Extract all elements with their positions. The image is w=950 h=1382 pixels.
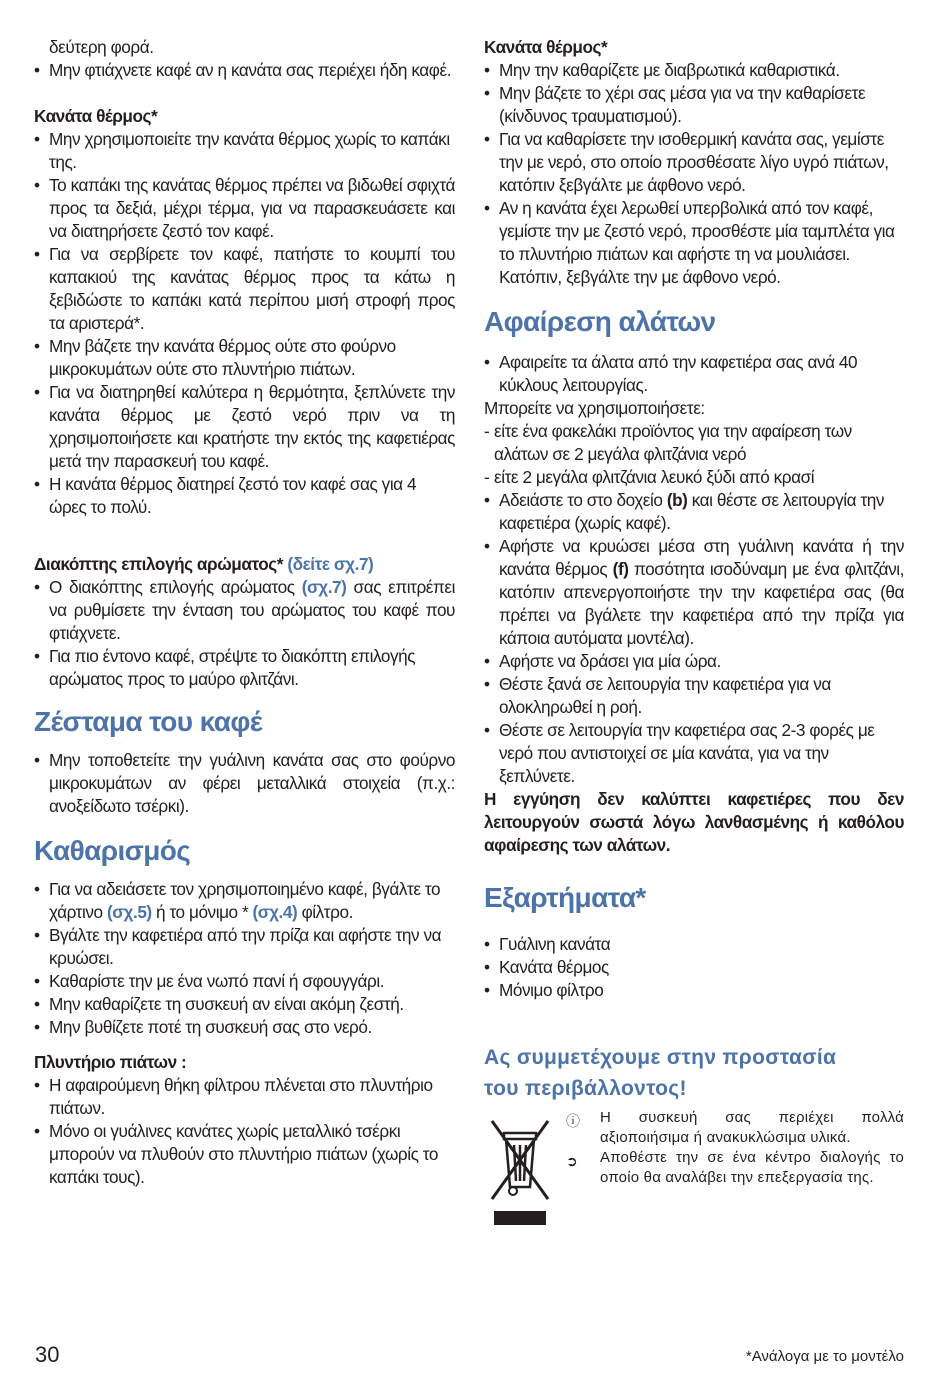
list-item: • Η αφαιρούμενη θήκη φίλτρου πλένεται στο πλυντήριο πιάτων. [34, 1074, 455, 1120]
accessories-heading: Εξαρτήματα* [484, 882, 646, 913]
list-item: • Για να διατηρηθεί καλύτερα η θερμότητα, ξεπλύνετε την κανάτα θέρμος με ζεστό νερό πριν να τη χρησιμοποιήσετε και κρατήστε την εκτός της καφετιέρας μετά την παρασκευή του καφέ. [34, 381, 455, 473]
list-item: • Αφήστε να δράσει για μία ώρα. [484, 650, 904, 673]
list-item: • Μόνο οι γυάλινες κανάτες χωρίς μεταλλικό τσέρκι μπορούν να πλυθούν στο πλυντήριο πιάτων (χωρίς το καπάκι τους). [34, 1120, 455, 1189]
list-item: • Μην τοποθετείτε την γυάλινη κανάτα σας στο φούρνο μικροκυμάτων αν φέρει μεταλλικά στοιχεία (π.χ.: ανοξείδωτο τσέρκι). [34, 749, 455, 818]
info-icon: ⓘ [566, 1113, 580, 1129]
list-item: • Μην βάζετε την κανάτα θέρμος ούτε στο φούρνο μικροκυμάτων ούτε στο πλυντήριο πιάτων. [34, 335, 455, 381]
list-item: • Καθαρίστε την με ένα νωπό πανί ή σφουγγάρι. [34, 970, 455, 993]
cleaning-heading: Καθαρισμός [34, 835, 191, 866]
page-number: 30 [35, 1342, 60, 1367]
thermos-cleaning-heading: Κανάτα θέρμος* [484, 37, 608, 57]
dash-item: - είτε ένα φακελάκι προϊόντος για την αφαίρεση των αλάτων σε 2 μεγάλα φλιτζάνια νερό [484, 420, 904, 466]
list-item: • Για πιο έντονο καφέ, στρέψτε το διακόπτη επιλογής αρώματος προς το μαύρο φλιτζάνι. [34, 645, 455, 691]
list-item: • Αφήστε να κρυώσει μέσα στη γυάλινη κανάτα ή την κανάτα θέρμος (f) ποσότητα ισοδύναμη με ένα φλιτζάνι, κατόπιν απενεργοποιήστε την την καφετιέρα σας (θα πρέπει να βγάλετε την καφετιέρα από την πρίζα για κάποια αυτόματα μοντέλα). [484, 535, 904, 650]
environment-text-2: Αποθέστε την σε ένα κέντρο διαλογής το οποίο θα αναλάβει την επεξεργασία της. [600, 1149, 904, 1186]
crossed-bin-icon [488, 1113, 552, 1231]
list-item: • Η κανάτα θέρμος διατηρεί ζεστό τον καφέ σας για 4 ώρες το πολύ. [34, 473, 455, 519]
list-item: • Για να καθαρίσετε την ισοθερμική κανάτα σας, γεμίστε την με νερό, στο οποίο προσθέσατε λίγο υγρό πιάτων, κατόπιν ξεβγάλτε με άφθονο νερό. [484, 128, 904, 197]
left-column [34, 36, 455, 1189]
environment-icons [566, 1112, 586, 1170]
warranty-note: Η εγγύηση δεν καλύπτει καφετιέρες που δεν λειτουργούν σωστά λόγω λανθασμένης ή καθόλου αφαίρεσης των αλάτων. [484, 789, 904, 855]
list-item: • Μην βάζετε το χέρι σας μέσα για να την καθαρίσετε (κίνδυνος τραυματισμού). [484, 82, 904, 128]
list-item: • Ο διακόπτης επιλογής αρώματος (σχ.7) σας επιτρέπει να ρυθμίσετε την ένταση του αρώματος του καφέ που φτιάχνετε. [34, 576, 455, 645]
list-item: • Το καπάκι της κανάτας θέρμος πρέπει να βιδωθεί σφιχτά προς τα δεξιά, μέχρι τέρμα, για να παρασκευάσετε και να διατηρήσετε ζεστό τον καφέ. [34, 174, 455, 243]
dishwasher-heading: Πλυντήριο πιάτων : [34, 1052, 187, 1072]
thermos-heading: Κανάτα θέρμος* [34, 106, 158, 126]
continued-line: δεύτερη φορά. [49, 37, 154, 57]
list-item: • Για να αδειάσετε τον χρησιμοποιημένο καφέ, βγάλτε το χάρτινο (σχ.5) ή το μόνιμο * (σχ.4) φίλτρο. [34, 878, 455, 924]
list-item: • Μην καθαρίζετε τη συσκευή αν είναι ακόμη ζεστή. [34, 993, 455, 1016]
footnote: *Ανάλογα με το μοντέλο [745, 1348, 904, 1365]
descale-heading: Αφαίρεση αλάτων [484, 306, 716, 337]
list-item: • Μόνιμο φίλτρο [484, 979, 904, 1002]
list-item: • Κανάτα θέρμος [484, 956, 904, 979]
list-item: • Θέστε ξανά σε λειτουργία την καφετιέρα για να ολοκληρωθεί η ροή. [484, 673, 904, 719]
environment-text-1: Η συσκευή σας περιέχει πολλά αξιοποιήσιμα ή ανακυκλώσιμα υλικά. [600, 1109, 904, 1146]
list-item: • Θέστε σε λειτουργία την καφετιέρα σας 2-3 φορές με νερό που αντιστοιχεί σε μία κανάτα, για να την ξεπλύνετε. [484, 719, 904, 788]
right-column [484, 36, 904, 1248]
aroma-heading: Διακόπτης επιλογής αρώματος* (δείτε σχ.7) [34, 554, 374, 574]
list-item: • Μην χρησιμοποιείτε την κανάτα θέρμος χωρίς το καπάκι της. [34, 128, 455, 174]
list-item: • Αφαιρείτε τα άλατα από την καφετιέρα σας ανά 40 κύκλους λειτουργίας. [484, 351, 904, 397]
list-item: • Μην φτιάχνετε καφέ αν η κανάτα σας περιέχει ήδη καφέ. [34, 59, 455, 82]
dash-item: - είτε 2 μεγάλα φλιτζάνια λευκό ξύδι από κρασί [484, 466, 904, 489]
arrow-icon: ➲ [566, 1153, 578, 1169]
list-item: • Μην την καθαρίζετε με διαβρωτικά καθαριστικά. [484, 59, 904, 82]
environment-heading: Ας συμμετέχουμε στην προστασία του περιβάλλοντος! [484, 1046, 837, 1100]
environment-text [600, 1108, 904, 1188]
list-item: • Βγάλτε την καφετιέρα από την πρίζα και αφήστε την να κρυώσει. [34, 924, 455, 970]
list-item: • Μην βυθίζετε ποτέ τη συσκευή σας στο νερό. [34, 1016, 455, 1039]
list-item: • Γυάλινη κανάτα [484, 933, 904, 956]
list-item: • Αδειάστε το στο δοχείο (b) και θέστε σε λειτουργία την καφετιέρα (χωρίς καφέ). [484, 489, 904, 535]
environment-block [484, 1108, 904, 1248]
list-item: • Για να σερβίρετε τον καφέ, πατήστε το κουμπί του καπακιού της κανάτας θέρμος προς τα κάτω η ξεβιδώστε το καπάκι κατά περίπου μισή στροφή προς τα αριστερά*. [34, 243, 455, 335]
descale-intro: Μπορείτε να χρησιμοποιήσετε: [484, 398, 705, 418]
heating-heading: Ζέσταμα του καφέ [34, 706, 262, 737]
list-item: • Αν η κανάτα έχει λερωθεί υπερβολικά από τον καφέ, γεμίστε την με ζεστό νερό, προσθέστε μία ταμπλέτα για το πλυντήριο πιάτων και αφήστε τη να μουλιάσει. Κατόπιν, ξεβγάλτε την με άφθονο νερό. [484, 197, 904, 289]
